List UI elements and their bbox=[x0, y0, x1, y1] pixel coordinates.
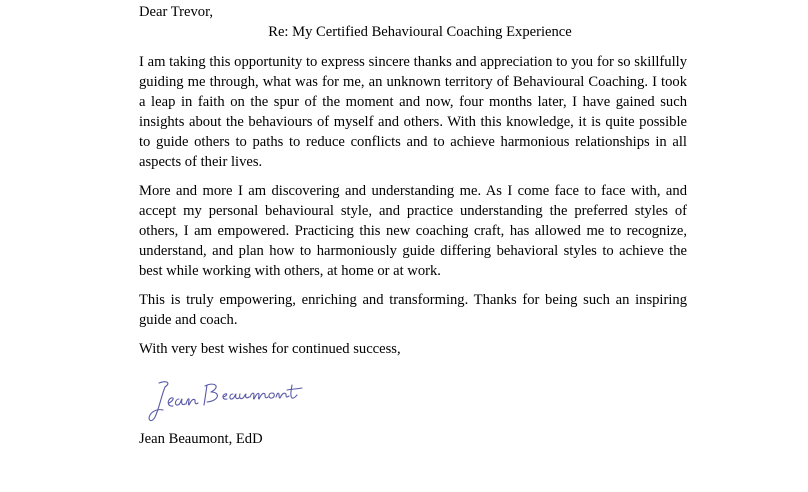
closing-line: With very best wishes for continued success, bbox=[139, 341, 401, 357]
body-paragraph-3: This is truly empowering, enriching and transforming. Thanks for being such an inspiring guide and coach. bbox=[139, 292, 687, 328]
signer-name: Jean Beaumont, EdD bbox=[139, 431, 263, 447]
body-paragraph-1: I am taking this opportunity to express sincere thanks and appreciation to you for so skillfully guiding me through, what was for me, an unknown territory of Behavioural Coaching. I took a leap in faith on the spur of the moment and now, four months later, I have gained such insights about the behaviours of myself and others. With this knowledge, it is quite possible to guide others to paths to reduce conflicts and to achieve harmonious relationships in all aspects of their lives. bbox=[139, 54, 687, 170]
body-paragraph-2: More and more I am discovering and understanding me. As I come face to face with, and accept my personal behavioural style, and practice understanding the preferred styles of others, I am empowered. Practicing this new coaching craft, has allowed me to recognize, understand, and plan how to harmoniously guide differing behavioral styles to achieve the best while working with others, at home or at work. bbox=[139, 183, 687, 279]
letter bbox=[139, 2, 687, 449]
handwritten-signature bbox=[145, 377, 315, 425]
salutation: Dear Trevor, bbox=[139, 4, 213, 20]
subject-line: Re: My Certified Behavioural Coaching Experience bbox=[268, 24, 572, 40]
